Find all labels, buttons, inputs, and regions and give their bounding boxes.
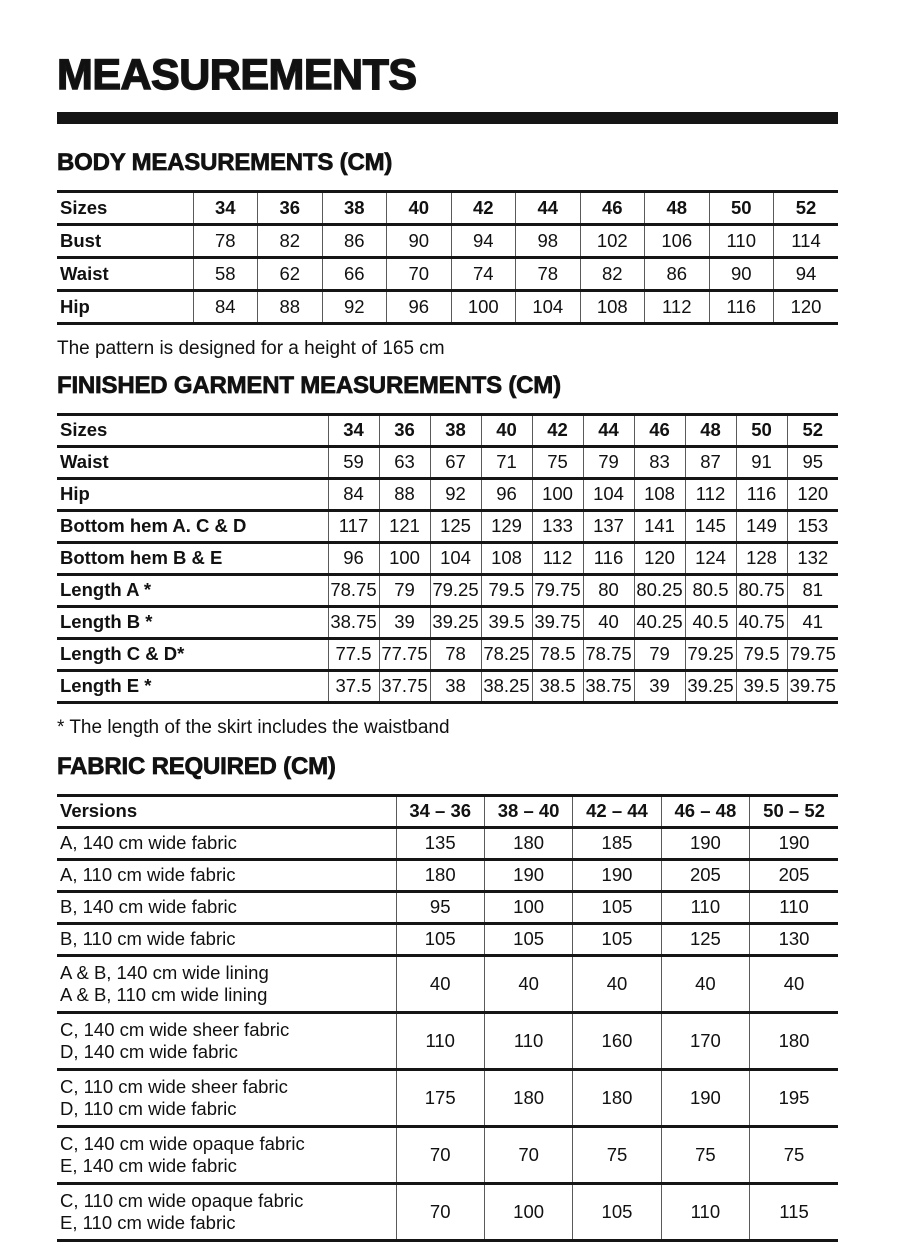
cell-value: 125 <box>661 923 749 955</box>
cell-value: 185 <box>573 827 661 859</box>
size-column-header: 50 <box>709 192 774 225</box>
cell-value: 195 <box>750 1069 838 1126</box>
fabric-table-header <box>57 795 838 827</box>
cell-value: 110 <box>484 1012 572 1069</box>
cell-value: 71 <box>481 446 532 478</box>
cell-value: 170 <box>661 1012 749 1069</box>
finished-garment-table <box>57 413 838 704</box>
cell-value: 108 <box>580 291 645 324</box>
cell-value: 63 <box>379 446 430 478</box>
table-header-row <box>57 795 838 827</box>
cell-value: 39.5 <box>481 606 532 638</box>
row-label <box>57 923 396 955</box>
table-row <box>57 446 838 478</box>
cell-value: 78.25 <box>481 638 532 670</box>
cell-value: 205 <box>750 859 838 891</box>
cell-value: 40 <box>583 606 634 638</box>
row-label-line: E, 140 cm wide fabric <box>60 1154 237 1176</box>
row-label: Length B * <box>60 610 153 632</box>
table-row <box>57 478 838 510</box>
table-row <box>57 859 838 891</box>
row-label: Hip <box>60 296 90 318</box>
cell-value: 40.75 <box>736 606 787 638</box>
fabric-table-body <box>57 827 838 1240</box>
table-row <box>57 891 838 923</box>
cell-value: 58 <box>193 258 258 291</box>
row-label <box>57 891 396 923</box>
row-label-line: A & B, 110 cm wide lining <box>60 983 268 1005</box>
size-column-header: 38 <box>322 192 387 225</box>
cell-value: 40 <box>661 955 749 1012</box>
cell-value: 77.5 <box>328 638 379 670</box>
cell-value: 79.25 <box>685 638 736 670</box>
row-label-line: D, 140 cm wide fabric <box>60 1040 238 1062</box>
size-column-header: 34 <box>328 414 379 446</box>
cell-value: 90 <box>709 258 774 291</box>
cell-value: 78.75 <box>583 638 634 670</box>
cell-value: 105 <box>396 923 484 955</box>
cell-value: 70 <box>484 1126 572 1183</box>
cell-value: 70 <box>396 1126 484 1183</box>
cell-value: 114 <box>774 225 839 258</box>
size-column-header: 42 <box>451 192 516 225</box>
row-label: Bottom hem B & E <box>60 546 223 568</box>
cell-value: 66 <box>322 258 387 291</box>
size-column-header: 46 <box>580 192 645 225</box>
cell-value: 130 <box>750 923 838 955</box>
cell-value: 37.5 <box>328 670 379 702</box>
cell-value: 39.75 <box>787 670 838 702</box>
table-row <box>57 574 838 606</box>
row-label <box>57 859 396 891</box>
size-range-column-header: 42 – 44 <box>573 795 661 827</box>
cell-value: 112 <box>685 478 736 510</box>
cell-value: 80 <box>583 574 634 606</box>
cell-value: 132 <box>787 542 838 574</box>
cell-value: 120 <box>634 542 685 574</box>
size-range-column-header: 34 – 36 <box>396 795 484 827</box>
cell-value: 104 <box>516 291 581 324</box>
size-column-header: 40 <box>387 192 452 225</box>
cell-value: 110 <box>750 891 838 923</box>
fabric-required-table <box>57 794 838 1242</box>
table-row <box>57 225 838 258</box>
cell-value: 190 <box>661 1069 749 1126</box>
cell-value: 75 <box>573 1126 661 1183</box>
cell-value: 102 <box>580 225 645 258</box>
cell-value: 80.5 <box>685 574 736 606</box>
cell-value: 40.25 <box>634 606 685 638</box>
table-row <box>57 1012 838 1069</box>
row-label-line: C, 110 cm wide sheer fabric <box>60 1075 288 1097</box>
table-row <box>57 542 838 574</box>
table-row <box>57 670 838 702</box>
table-row <box>57 258 838 291</box>
cell-value: 82 <box>258 225 323 258</box>
cell-value: 105 <box>484 923 572 955</box>
body-measurements-table <box>57 190 838 325</box>
cell-value: 79 <box>583 446 634 478</box>
size-column-header: 48 <box>685 414 736 446</box>
cell-value: 105 <box>573 923 661 955</box>
row-label-line: A, 140 cm wide fabric <box>60 832 237 854</box>
row-label-line: B, 110 cm wide fabric <box>60 928 236 950</box>
cell-value: 141 <box>634 510 685 542</box>
cell-value: 37.75 <box>379 670 430 702</box>
cell-value: 104 <box>583 478 634 510</box>
row-label-line: C, 110 cm wide opaque fabric <box>60 1189 304 1211</box>
column-header-label: Sizes <box>60 197 108 219</box>
cell-value: 108 <box>634 478 685 510</box>
cell-value: 83 <box>634 446 685 478</box>
cell-value: 160 <box>573 1012 661 1069</box>
size-column-header: 52 <box>787 414 838 446</box>
cell-value: 41 <box>787 606 838 638</box>
cell-value: 180 <box>484 827 572 859</box>
cell-value: 115 <box>750 1183 838 1240</box>
row-label <box>57 1183 396 1240</box>
row-label <box>57 1126 396 1183</box>
cell-value: 110 <box>396 1012 484 1069</box>
cell-value: 75 <box>532 446 583 478</box>
size-range-column-header: 50 – 52 <box>750 795 838 827</box>
cell-value: 116 <box>709 291 774 324</box>
cell-value: 38.75 <box>583 670 634 702</box>
cell-value: 175 <box>396 1069 484 1126</box>
size-range-column-header: 46 – 48 <box>661 795 749 827</box>
row-label-line: C, 140 cm wide sheer fabric <box>60 1018 290 1040</box>
cell-value: 100 <box>484 1183 572 1240</box>
cell-value: 84 <box>193 291 258 324</box>
cell-value: 180 <box>750 1012 838 1069</box>
size-column-header: 44 <box>516 192 581 225</box>
cell-value: 149 <box>736 510 787 542</box>
row-label-line: D, 110 cm wide fabric <box>60 1097 237 1119</box>
size-column-header: 36 <box>379 414 430 446</box>
cell-value: 105 <box>573 891 661 923</box>
table-row <box>57 291 838 324</box>
cell-value: 100 <box>379 542 430 574</box>
cell-value: 94 <box>451 225 516 258</box>
finished-table-body <box>57 446 838 702</box>
cell-value: 86 <box>645 258 710 291</box>
cell-value: 112 <box>645 291 710 324</box>
cell-value: 62 <box>258 258 323 291</box>
table-row <box>57 510 838 542</box>
row-label: Bottom hem A. C & D <box>60 514 247 536</box>
size-column-header: 46 <box>634 414 685 446</box>
page-content <box>57 0 838 1242</box>
cell-value: 112 <box>532 542 583 574</box>
cell-value: 153 <box>787 510 838 542</box>
table-row <box>57 827 838 859</box>
cell-value: 96 <box>387 291 452 324</box>
cell-value: 110 <box>709 225 774 258</box>
cell-value: 104 <box>430 542 481 574</box>
cell-value: 116 <box>583 542 634 574</box>
cell-value: 81 <box>787 574 838 606</box>
cell-value: 39 <box>634 670 685 702</box>
cell-value: 100 <box>532 478 583 510</box>
cell-value: 80.75 <box>736 574 787 606</box>
cell-value: 100 <box>484 891 572 923</box>
row-label-line: C, 140 cm wide opaque fabric <box>60 1132 305 1154</box>
finished-table-header <box>57 414 838 446</box>
row-label: Waist <box>60 450 109 472</box>
row-label: Waist <box>60 263 109 285</box>
size-column-header: 48 <box>645 192 710 225</box>
cell-value: 67 <box>430 446 481 478</box>
cell-value: 79.25 <box>430 574 481 606</box>
cell-value: 95 <box>396 891 484 923</box>
row-label <box>57 955 396 1012</box>
cell-value: 88 <box>258 291 323 324</box>
section-heading-finished-garment: FINISHED GARMENT MEASUREMENTS (CM) <box>57 372 561 400</box>
cell-value: 70 <box>396 1183 484 1240</box>
row-label-line: A & B, 140 cm wide lining <box>60 961 269 983</box>
row-label-line: E, 110 cm wide fabric <box>60 1211 236 1233</box>
table-row <box>57 1183 838 1240</box>
body-table-body <box>57 225 838 324</box>
cell-value: 78 <box>430 638 481 670</box>
size-column-header: 36 <box>258 192 323 225</box>
cell-value: 120 <box>787 478 838 510</box>
cell-value: 78 <box>516 258 581 291</box>
waistband-footnote: * The length of the skirt includes the waistband <box>57 716 450 738</box>
cell-value: 38.25 <box>481 670 532 702</box>
size-column-header: 34 <box>193 192 258 225</box>
cell-value: 110 <box>661 891 749 923</box>
cell-value: 106 <box>645 225 710 258</box>
cell-value: 180 <box>484 1069 572 1126</box>
cell-value: 79.75 <box>787 638 838 670</box>
title-rule-bar <box>57 112 838 124</box>
cell-value: 94 <box>774 258 839 291</box>
size-column-header: 44 <box>583 414 634 446</box>
cell-value: 40 <box>396 955 484 1012</box>
cell-value: 82 <box>580 258 645 291</box>
cell-value: 79.5 <box>481 574 532 606</box>
cell-value: 39 <box>379 606 430 638</box>
cell-value: 40 <box>484 955 572 1012</box>
cell-value: 117 <box>328 510 379 542</box>
cell-value: 77.75 <box>379 638 430 670</box>
cell-value: 78.5 <box>532 638 583 670</box>
table-row <box>57 638 838 670</box>
cell-value: 86 <box>322 225 387 258</box>
cell-value: 205 <box>661 859 749 891</box>
cell-value: 40 <box>573 955 661 1012</box>
table-row <box>57 955 838 1012</box>
cell-value: 38.5 <box>532 670 583 702</box>
cell-value: 98 <box>516 225 581 258</box>
cell-value: 79.75 <box>532 574 583 606</box>
section-heading-body-measurements: BODY MEASUREMENTS (CM) <box>57 149 393 176</box>
cell-value: 121 <box>379 510 430 542</box>
cell-value: 59 <box>328 446 379 478</box>
cell-value: 90 <box>387 225 452 258</box>
cell-value: 79 <box>634 638 685 670</box>
cell-value: 180 <box>573 1069 661 1126</box>
table-header-row <box>57 192 838 225</box>
cell-value: 133 <box>532 510 583 542</box>
size-column-header: 40 <box>481 414 532 446</box>
row-label <box>57 827 396 859</box>
cell-value: 92 <box>322 291 387 324</box>
cell-value: 100 <box>451 291 516 324</box>
cell-value: 190 <box>484 859 572 891</box>
row-label: Bust <box>60 230 102 252</box>
cell-value: 137 <box>583 510 634 542</box>
table-row <box>57 1069 838 1126</box>
cell-value: 124 <box>685 542 736 574</box>
cell-value: 39.25 <box>685 670 736 702</box>
cell-value: 75 <box>661 1126 749 1183</box>
section-heading-fabric-required: FABRIC REQUIRED (CM) <box>57 753 336 781</box>
row-label-line: B, 140 cm wide fabric <box>60 896 237 918</box>
size-range-column-header: 38 – 40 <box>484 795 572 827</box>
cell-value: 84 <box>328 478 379 510</box>
cell-value: 78 <box>193 225 258 258</box>
cell-value: 40 <box>750 955 838 1012</box>
cell-value: 39.75 <box>532 606 583 638</box>
cell-value: 92 <box>430 478 481 510</box>
cell-value: 38 <box>430 670 481 702</box>
cell-value: 110 <box>661 1183 749 1240</box>
size-column-header: 42 <box>532 414 583 446</box>
cell-value: 95 <box>787 446 838 478</box>
cell-value: 145 <box>685 510 736 542</box>
cell-value: 75 <box>750 1126 838 1183</box>
cell-value: 135 <box>396 827 484 859</box>
row-label-line: A, 110 cm wide fabric <box>60 864 236 886</box>
cell-value: 96 <box>328 542 379 574</box>
height-note: The pattern is designed for a height of 165 cm <box>57 338 445 360</box>
size-column-header: 52 <box>774 192 839 225</box>
cell-value: 78.75 <box>328 574 379 606</box>
cell-value: 40.5 <box>685 606 736 638</box>
cell-value: 80.25 <box>634 574 685 606</box>
row-label: Length A * <box>60 578 152 600</box>
row-label: Hip <box>60 482 90 504</box>
cell-value: 120 <box>774 291 839 324</box>
cell-value: 129 <box>481 510 532 542</box>
cell-value: 128 <box>736 542 787 574</box>
cell-value: 70 <box>387 258 452 291</box>
cell-value: 88 <box>379 478 430 510</box>
row-label <box>57 1012 396 1069</box>
row-label: Length C & D* <box>60 642 185 664</box>
body-table-header <box>57 192 838 225</box>
cell-value: 190 <box>750 827 838 859</box>
size-column-header: 50 <box>736 414 787 446</box>
cell-value: 105 <box>573 1183 661 1240</box>
table-row <box>57 606 838 638</box>
table-header-row <box>57 414 838 446</box>
row-label <box>57 1069 396 1126</box>
table-row <box>57 1126 838 1183</box>
page-title: MEASUREMENTS <box>57 51 417 99</box>
cell-value: 180 <box>396 859 484 891</box>
column-header-label: Sizes <box>60 418 108 440</box>
cell-value: 79.5 <box>736 638 787 670</box>
cell-value: 74 <box>451 258 516 291</box>
cell-value: 96 <box>481 478 532 510</box>
cell-value: 91 <box>736 446 787 478</box>
column-header-label: Versions <box>60 800 138 822</box>
cell-value: 39.5 <box>736 670 787 702</box>
cell-value: 79 <box>379 574 430 606</box>
cell-value: 125 <box>430 510 481 542</box>
size-column-header: 38 <box>430 414 481 446</box>
cell-value: 116 <box>736 478 787 510</box>
row-label: Length E * <box>60 674 152 696</box>
cell-value: 38.75 <box>328 606 379 638</box>
cell-value: 87 <box>685 446 736 478</box>
table-row <box>57 923 838 955</box>
cell-value: 108 <box>481 542 532 574</box>
cell-value: 39.25 <box>430 606 481 638</box>
cell-value: 190 <box>573 859 661 891</box>
cell-value: 190 <box>661 827 749 859</box>
